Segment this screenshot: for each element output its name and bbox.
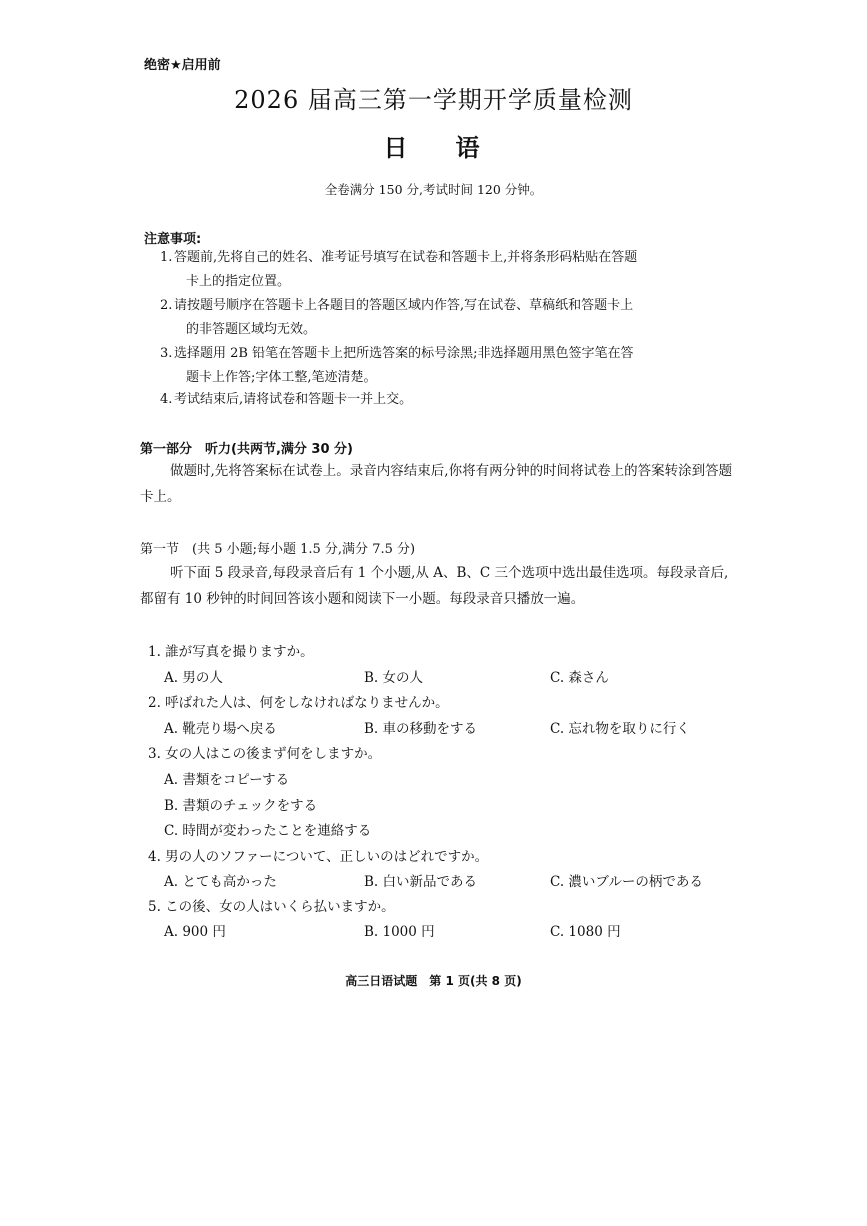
notice-item <box>160 294 738 342</box>
q5-option-b: B. 1000 円 <box>364 924 435 940</box>
notice-line: 卡上的指定位置。 <box>186 274 291 289</box>
q1-option-c: C. 森さん <box>550 670 609 686</box>
subject-char-1: 日 <box>383 134 412 162</box>
q5-option-a: A. 900 円 <box>164 924 226 940</box>
notice-line: 答题前,先将自己的姓名、准考证号填写在试卷和答题卡上,并将条形码粘贴在答题 <box>174 250 638 265</box>
q3-option-b: B. 書類のチェックをする <box>164 798 318 814</box>
confidential-label: 绝密★启用前 <box>144 58 221 73</box>
notice-num: 3. <box>160 346 173 361</box>
subject-title <box>0 128 867 163</box>
q3-option-c: C. 時間が変わったことを連絡する <box>164 823 372 839</box>
section1-heading: 第一节 (共 5 小题;每小题 1.5 分,满分 7.5 分) <box>140 542 416 557</box>
notice-heading: 注意事项: <box>144 232 202 247</box>
subject-char-2: 语 <box>455 134 484 162</box>
notice-line: 的非答题区域均无效。 <box>186 322 317 337</box>
question-2: 2. 呼ばれた人は、何をしなければなりませんか。 <box>148 695 449 711</box>
section1-instructions: 听下面 5 段录音,每段录音后有 1 个小题,从 A、B、C 三个选项中选出最佳选项。每段录音后,都留有 10 秒钟的时间回答该小题和阅读下一小题。每段录音只播放一遍。 <box>140 565 729 607</box>
q1-option-a: A. 男の人 <box>164 670 223 686</box>
notice-item <box>160 388 738 412</box>
q5-option-c: C. 1080 円 <box>550 924 621 940</box>
notice-num: 2. <box>160 298 173 313</box>
q3-option-a: A. 書類をコピーする <box>164 772 290 788</box>
q1-option-b: B. 女の人 <box>364 670 424 686</box>
page-footer: 高三日语试题 第 1 页(共 8 页) <box>345 974 522 988</box>
notice-line: 选择题用 2B 铅笔在答题卡上把所选答案的标号涂黑;非选择题用黑色签字笔在答 <box>174 346 634 361</box>
part1-heading: 第一部分 听力(共两节,满分 30 分) <box>140 442 353 457</box>
question-5: 5. この後、女の人はいくら払いますか。 <box>148 899 395 915</box>
notice-line: 题卡上作答;字体工整,笔迹清楚。 <box>186 370 377 385</box>
q2-option-b: B. 車の移動をする <box>364 721 478 737</box>
notice-line: 考试结束后,请将试卷和答题卡一并上交。 <box>174 392 413 407</box>
question-3: 3. 女の人はこの後まず何をしますか。 <box>148 746 382 762</box>
q4-option-b: B. 白い新品である <box>364 874 478 890</box>
notice-num: 4. <box>160 392 173 407</box>
q4-option-a: A. とても高かった <box>164 874 277 890</box>
notice-item <box>160 246 738 294</box>
q2-option-a: A. 靴売り場へ戻る <box>164 721 277 737</box>
notice-line: 请按题号顺序在答题卡上各题目的答题区域内作答,写在试卷、草稿纸和答题卡上 <box>174 298 634 313</box>
notice-num: 1. <box>160 250 173 265</box>
question-1: 1. 誰が写真を撮りますか。 <box>148 644 314 660</box>
part1-instructions: 做题时,先将答案标在试卷上。录音内容结束后,你将有两分钟的时间将试卷上的答案转涂到答题卡上。 <box>140 463 733 505</box>
notice-item <box>160 342 738 390</box>
q4-option-c: C. 濃いブルーの柄である <box>550 874 703 890</box>
exam-title: 2026 届高三第一学期开学质量检测 <box>234 86 633 114</box>
exam-info: 全卷满分 150 分,考试时间 120 分钟。 <box>324 182 543 197</box>
q2-option-c: C. 忘れ物を取りに行く <box>550 721 690 737</box>
question-4: 4. 男の人のソファーについて、正しいのはどれですか。 <box>148 849 489 865</box>
